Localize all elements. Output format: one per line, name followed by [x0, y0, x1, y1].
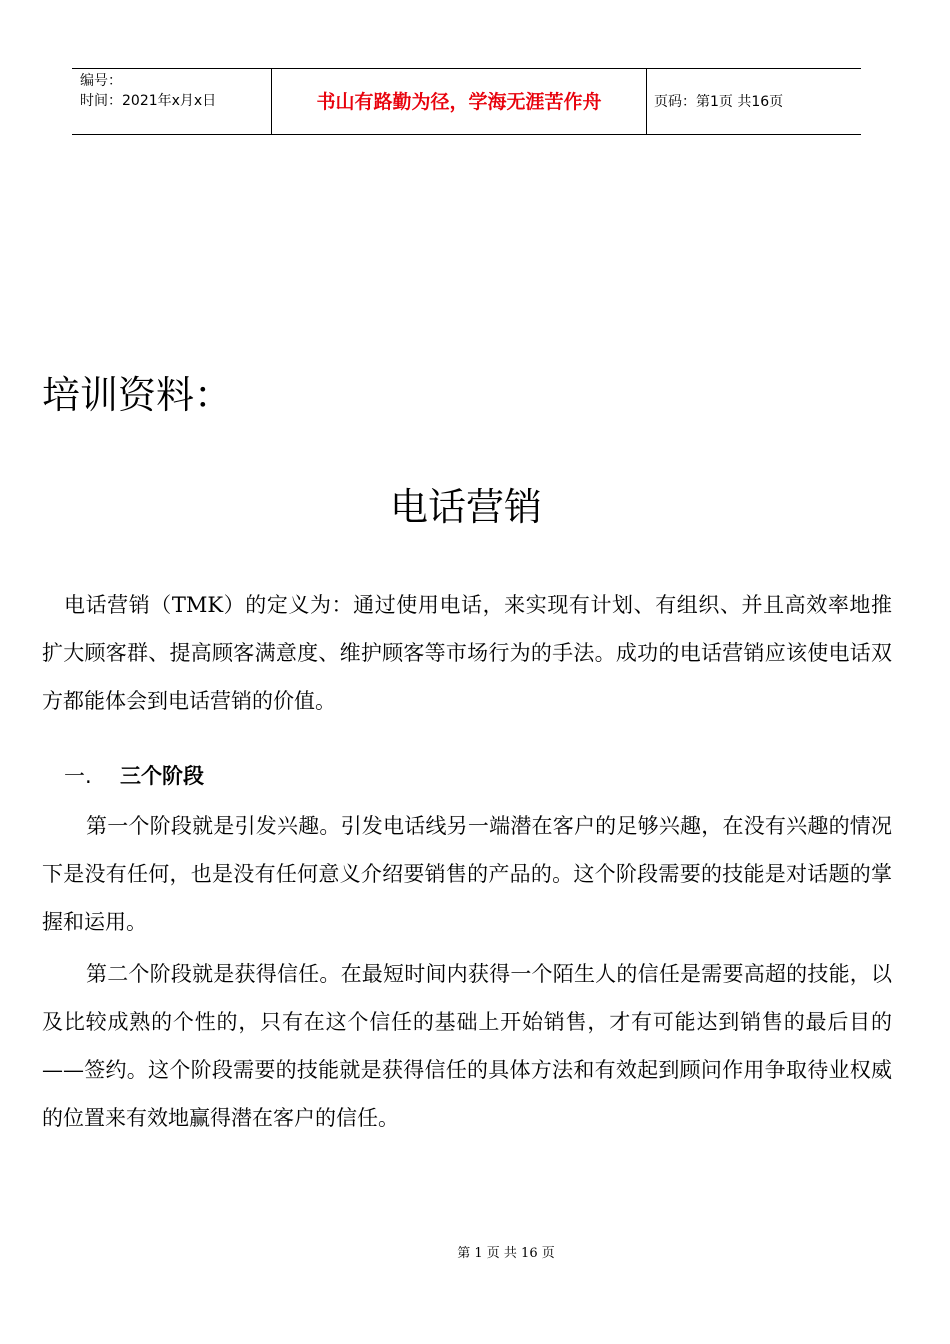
section-number: 一. [64, 764, 92, 788]
serial-number-label: 编号： [80, 73, 122, 89]
document-subtitle: 电话营销 [389, 485, 542, 529]
intro-paragraph: 电话营销（TMK）的定义为：通过使用电话，来实现有计划、有组织、并且高效率地推扩大顾客群、提高顾客满意度、维护顾客等市场行为的手法。成功的电话营销应该使电话双方都能体会到电话营销的价值。 [42, 593, 892, 713]
section-heading [64, 754, 204, 798]
header-meta-cell [72, 69, 272, 135]
section-title: 三个阶段 [120, 764, 204, 788]
date-line: 时间：2021年x月x日 [80, 93, 217, 109]
page-header [72, 68, 861, 135]
stage-one-paragraph: 第一个阶段就是引发兴趣。引发电话线另一端潜在客户的足够兴趣，在没有兴趣的情况下是没有任何，也是没有任何意义介绍要销售的产品的。这个阶段需要的技能是对话题的掌握和运用。 [42, 814, 892, 934]
stage-two-paragraph: 第二个阶段就是获得信任。在最短时间内获得一个陌生人的信任是需要高超的技能，以及比较成熟的个性的，只有在这个信任的基础上开始销售，才有可能达到销售的最后目的——签约。这个阶段需要的技能就是获得信任的具体方法和有效起到顾问作用争取待业权威的位置来有效地赢得潜在客户的信任。 [42, 962, 892, 1130]
document-title: 培训资料： [42, 373, 233, 417]
header-motto: 书山有路勤为径，学海无涯苦作舟 [272, 69, 647, 135]
header-page-info: 页码：第1页 共16页 [654, 94, 784, 110]
page-footer: 第 1 页 共 16 页 [457, 1246, 555, 1261]
